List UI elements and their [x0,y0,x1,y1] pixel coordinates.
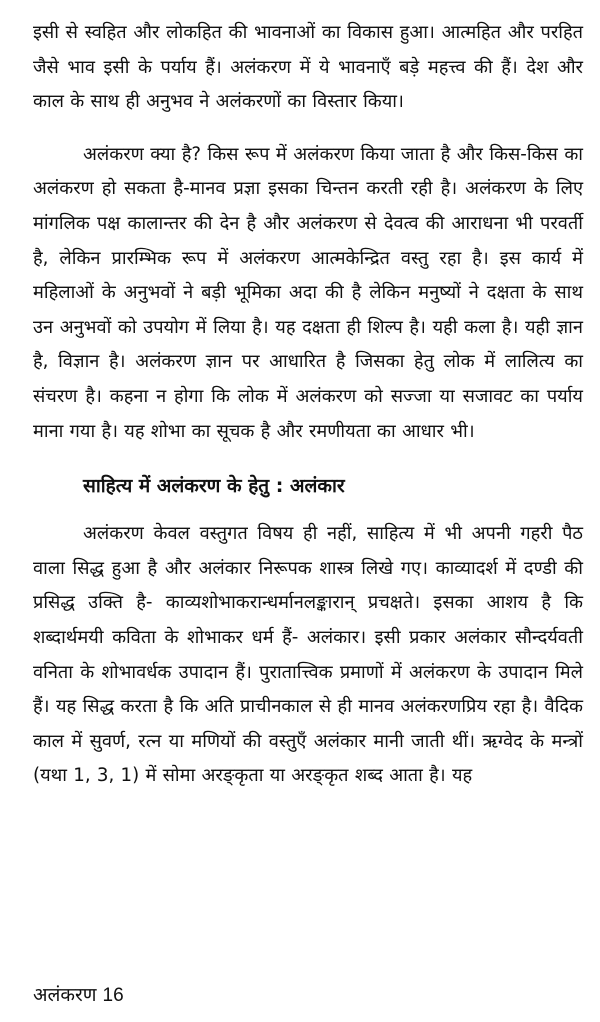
footer-running-title: अलंकरण [33,984,97,1006]
page-body [33,0,583,794]
paragraph-3: अलंकरण केवल वस्तुगत विषय ही नहीं, साहित्य में भी अपनी गहरी पैठ वाला सिद्ध हुआ है और अलंकार निरूपक शास्त्र लिखे गए। काव्यादर्श में दण्डी की प्रसिद्ध उक्ति है- काव्यशोभाकरान्धर्मानलङ्कारान् प्रचक्षते। इसका आशय है कि शब्दार्थमयी कविता के शोभाकर धर्म हैं- अलंकार। इसी प्रकार अलंकार सौन्दर्यवती वनिता के शोभावर्धक उपादान हैं। पुरातात्त्विक प्रमाणों में अलंकरण के उपादान मिले हैं। यह सिद्ध करता है कि अति प्राचीनकाल से ही मानव अलंकरणप्रिय रहा है। वैदिक काल में सुवर्ण, रत्न या मणियों की वस्तुएँ अलंकार मानी जाती थीं। ऋग्वेद के मन्त्रों (यथा 1, 3, 1) में सोमा अरङ्कृता या अरङ्कृत शब्द आता है। यह [33,523,583,787]
page-footer [33,982,124,1009]
paragraph-1: इसी से स्वहित और लोकहित की भावनाओं का विकास हुआ। आत्महित और परहित जैसे भाव इसी के पर्याय हैं। अलंकरण में ये भावनाएँ बड़े महत्त्व की हैं। देश और काल के साथ ही अनुभव ने अलंकरणों का विस्तार किया। [33,22,583,113]
page-number: 16 [102,985,124,1006]
section-heading: साहित्य में अलंकरण के हेतु : अलंकार [83,475,345,498]
paragraph-2: अलंकरण क्या है? किस रूप में अलंकरण किया जाता है और किस-किस का अलंकरण हो सकता है-मानव प्रज्ञा इसका चिन्तन करती रही है। अलंकरण के लिए मांगलिक पक्ष कालान्तर की देन है और अलंकरण से देवत्व की आराधना भी परवर्ती है, लेकिन प्रारम्भिक रूप में अलंकरण आत्मकेन्द्रित वस्तु रहा है। इस कार्य में महिलाओं के अनुभवों ने बड़ी भूमिका अदा की है लेकिन मनुष्यों ने दक्षता के साथ उन अनुभवों को उपयोग में लिया है। यह दक्षता ही शिल्प है। यही कला है। यही ज्ञान है, विज्ञान है। अलंकरण ज्ञान पर आधारित है जिसका हेतु लोक में लालित्य का संचरण है। कहना न होगा कि लोक में अलंकरण को सज्जा या सजावट का पर्याय माना गया है। यह शोभा का सूचक है और रमणीयता का आधार भी। [33,143,583,442]
